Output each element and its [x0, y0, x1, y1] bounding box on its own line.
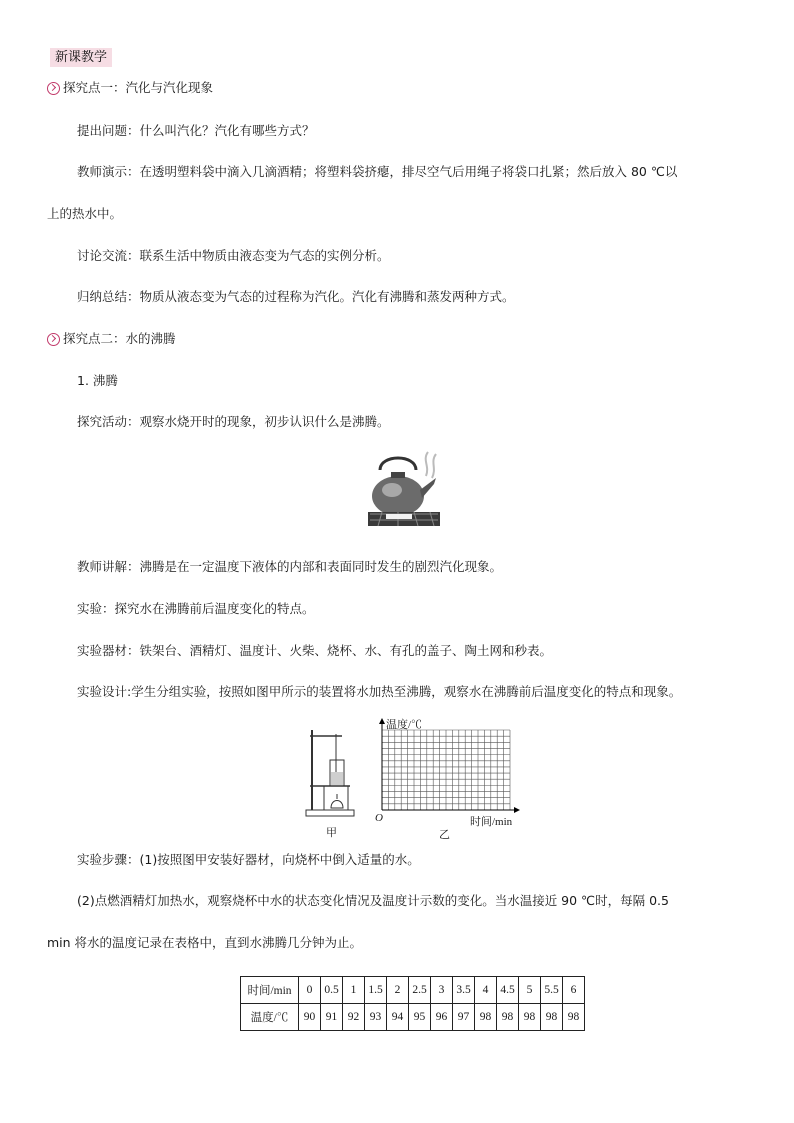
- activity-paragraph: 探究活动：观察水烧开时的现象，初步认识什么是沸腾。: [77, 414, 390, 429]
- question-paragraph: 提出问题：什么叫汽化？汽化有哪些方式？: [77, 123, 315, 138]
- figure-caption-right: 乙: [439, 829, 450, 841]
- table-cell-time: 6: [563, 977, 585, 1004]
- chevron-circle-icon: [47, 82, 60, 95]
- point2-heading-row: [47, 330, 176, 348]
- table-cell-time: 5: [519, 977, 541, 1004]
- table-cell-temperature: 95: [409, 1004, 431, 1031]
- subheading-boiling: 1. 沸腾: [77, 373, 118, 388]
- table-cell-time: 1.5: [365, 977, 387, 1004]
- table-cell-time: 2.5: [409, 977, 431, 1004]
- table-header-time: 时间/min: [241, 977, 299, 1004]
- table-cell-time: 5.5: [541, 977, 563, 1004]
- table-cell-time: 4: [475, 977, 497, 1004]
- table-cell-time: 3: [431, 977, 453, 1004]
- table-cell-temperature: 98: [475, 1004, 497, 1031]
- x-axis-label: 时间/min: [470, 816, 513, 828]
- point2-heading: 探究点二：水的沸腾: [63, 331, 176, 346]
- origin-label: O: [375, 812, 383, 824]
- point1-heading: 探究点一：汽化与汽化现象: [63, 80, 214, 95]
- y-axis-label: 温度/℃: [386, 719, 423, 731]
- design-paragraph: 实验设计:学生分组实验，按照如图甲所示的装置将水加热至沸腾，观察水在沸腾前后温度变化的特点和现象。: [77, 684, 682, 699]
- table-cell-time: 1: [343, 977, 365, 1004]
- boiling-water-apparatus-image: [302, 724, 362, 820]
- demo-paragraph: 教师演示：在透明塑料袋中滴入几滴酒精；将塑料袋挤瘪，排尽空气后用绳子将袋口扎紧；然后放入 80 ℃以: [77, 164, 678, 179]
- table-row: [241, 1004, 585, 1031]
- discussion-paragraph: 讨论交流：联系生活中物质由液态变为气态的实例分析。: [77, 248, 390, 263]
- table-row: [241, 977, 585, 1004]
- table-header-temperature: 温度/℃: [241, 1004, 299, 1031]
- explain-paragraph: 教师讲解：沸腾是在一定温度下液体的内部和表面同时发生的剧烈汽化现象。: [77, 559, 503, 574]
- figure-caption-left: 甲: [326, 827, 337, 839]
- table-cell-temperature: 98: [563, 1004, 585, 1031]
- table-cell-time: 4.5: [497, 977, 519, 1004]
- table-cell-temperature: 98: [541, 1004, 563, 1031]
- equipment-paragraph: 实验器材：铁架台、酒精灯、温度计、火柴、烧杯、水、有孔的盖子、陶土网和秒表。: [77, 643, 553, 658]
- point1-heading-row: [47, 79, 213, 97]
- table-cell-temperature: 90: [299, 1004, 321, 1031]
- table-cell-temperature: 94: [387, 1004, 409, 1031]
- step2-paragraph-cont: min 将水的温度记录在表格中，直到水沸腾几分钟为止。: [47, 935, 363, 950]
- table-cell-temperature: 97: [453, 1004, 475, 1031]
- summary-paragraph: 归纳总结：物质从液态变为气态的过程称为汽化。汽化有沸腾和蒸发两种方式。: [77, 289, 515, 304]
- step1-paragraph: 实验步骤：(1)按照图甲安装好器材，向烧杯中倒入适量的水。: [77, 852, 420, 867]
- experiment-paragraph: 实验：探究水在沸腾前后温度变化的特点。: [77, 601, 315, 616]
- temperature-table: [240, 976, 585, 1031]
- chevron-circle-icon: [47, 333, 60, 346]
- demo-paragraph-cont: 上的热水中。: [47, 206, 123, 221]
- table-cell-time: 3.5: [453, 977, 475, 1004]
- table-cell-temperature: 91: [321, 1004, 343, 1031]
- table-cell-temperature: 98: [519, 1004, 541, 1031]
- table-cell-time: 0: [299, 977, 321, 1004]
- table-cell-time: 0.5: [321, 977, 343, 1004]
- table-cell-time: 2: [387, 977, 409, 1004]
- section-title: 新课教学: [50, 48, 112, 67]
- table-cell-temperature: 92: [343, 1004, 365, 1031]
- table-cell-temperature: 98: [497, 1004, 519, 1031]
- kettle-on-stove-image: [364, 448, 444, 530]
- table-cell-temperature: 96: [431, 1004, 453, 1031]
- table-cell-temperature: 93: [365, 1004, 387, 1031]
- step2-paragraph: (2)点燃酒精灯加热水，观察烧杯中水的状态变化情况及温度计示数的变化。当水温接近 90 ℃时，每隔 0.5: [77, 893, 669, 908]
